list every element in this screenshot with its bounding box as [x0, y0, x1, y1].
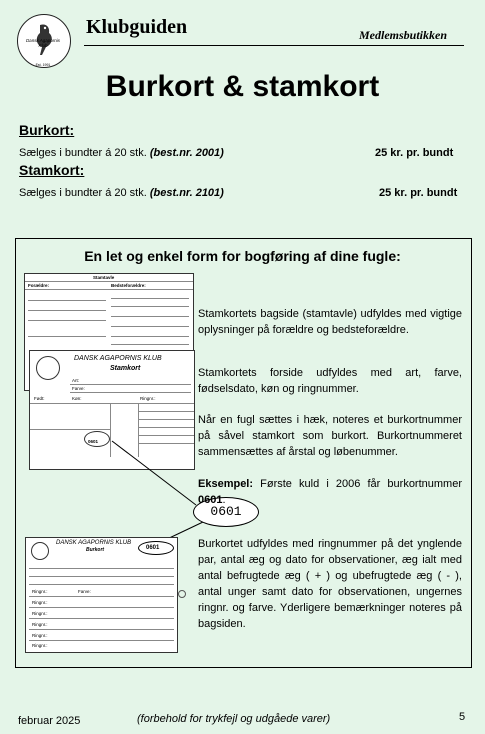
burkort-text: Sælges i bundter á 20 stk. — [19, 147, 147, 159]
stamkort-price: 25 kr. pr. bundt — [379, 187, 458, 199]
burkort-order: (best.nr. 2001) — [149, 147, 224, 159]
burkort-club: DANSK AGAPORNIS KLUB — [56, 540, 132, 546]
burkort-number: 0601 — [146, 545, 160, 551]
logo-est: Est. 1991 — [35, 63, 51, 67]
burkort-ring-3: Ringnr.: — [32, 611, 48, 616]
page-number: 5 — [459, 711, 466, 723]
burkort-logo — [31, 542, 49, 560]
section-title: Medlemsbutikken — [358, 28, 447, 42]
burkort-ring-1: Ringnr.: — [32, 589, 48, 594]
stamkort-fodt: Født: — [34, 396, 45, 401]
example-label: Eksempel: — [198, 478, 254, 490]
burkort-ring-4: Ringnr.: — [32, 622, 48, 627]
footer-date: februar 2025 — [18, 715, 81, 727]
para-burkort: Burkortet udfyldes med ringnummer på det ynglende par, antal æg og dato for observationer, æg ialt med antal befrugtede æg ( + ) og ubefrugtede æg ( - ), antal unger samt dato for observationen, ungernes ringnr. og farve. Yderligere bemærkninger noteres på bagsiden. — [198, 538, 462, 630]
stamkort-kon: Køn: — [72, 396, 82, 401]
example-text: Første kuld i 2006 får burkortnummer — [253, 478, 462, 490]
stamkort-heading: Stamkort: — [19, 162, 85, 178]
burkort-price: 25 kr. pr. bundt — [375, 147, 454, 159]
para-stamtavle: Stamkortets bagside (stamtavle) udfyldes med vigtige oplysninger på forældre og bedsteforældre. — [198, 308, 462, 336]
stamkort-title: Stamkort — [110, 365, 141, 372]
example-number: 0601 — [198, 494, 223, 506]
stamkort-club: DANSK AGAPORNIS KLUB — [74, 355, 162, 362]
stamtavle-col1: Forældre: — [28, 283, 50, 288]
logo-text: Dansk Agapornis Klub — [25, 38, 61, 48]
burkort-ring-6: Ringnr.: — [32, 643, 48, 648]
stamkort-number: 0601 — [88, 439, 99, 444]
burkort-heading: Burkort: — [19, 122, 75, 138]
stamtavle-title: Stamtavle — [93, 275, 115, 280]
hole-punch — [178, 590, 186, 598]
burkort-number-bubble: 0601 — [193, 497, 259, 527]
stamkort-art: Art: — [72, 378, 80, 383]
footer-note: (forbehold for trykfejl og udgåede varer) — [137, 713, 331, 725]
para-example: Eksempel: Første kuld i 2006 får burkortnummer 0601. — [198, 478, 462, 506]
burkort-farve: Farve: — [78, 589, 91, 594]
stamkort-order: (best.nr. 2101) — [149, 187, 224, 199]
stamkort-farve: Farve: — [72, 386, 85, 391]
brand-title: Klubguiden — [86, 16, 188, 38]
stamkort-ring: Ringnr.: — [140, 396, 156, 401]
burkort-ring-2: Ringnr.: — [32, 600, 48, 605]
info-box-heading: En let og enkel form for bogføring af dine fugle: — [84, 248, 401, 264]
burkort-title: Burkort — [86, 547, 105, 553]
burkort-ring-5: Ringnr.: — [32, 633, 48, 638]
burkort-card — [25, 537, 178, 653]
stamkort-text: Sælges i bundter á 20 stk. — [19, 187, 147, 199]
para-forside: Stamkortets forside udfyldes med art, farve, fødselsdato, køn og ringnummer. — [198, 367, 462, 395]
stamtavle-col2: Bedsteforældre: — [111, 283, 146, 288]
page-title: Burkort & stamkort — [105, 70, 380, 103]
para-hek: Når en fugl sættes i hæk, noteres et burkortnummer på såvel stamkort som burkort. Burkortnummeret sammensættes af årstal og løbenummer. — [198, 414, 462, 458]
